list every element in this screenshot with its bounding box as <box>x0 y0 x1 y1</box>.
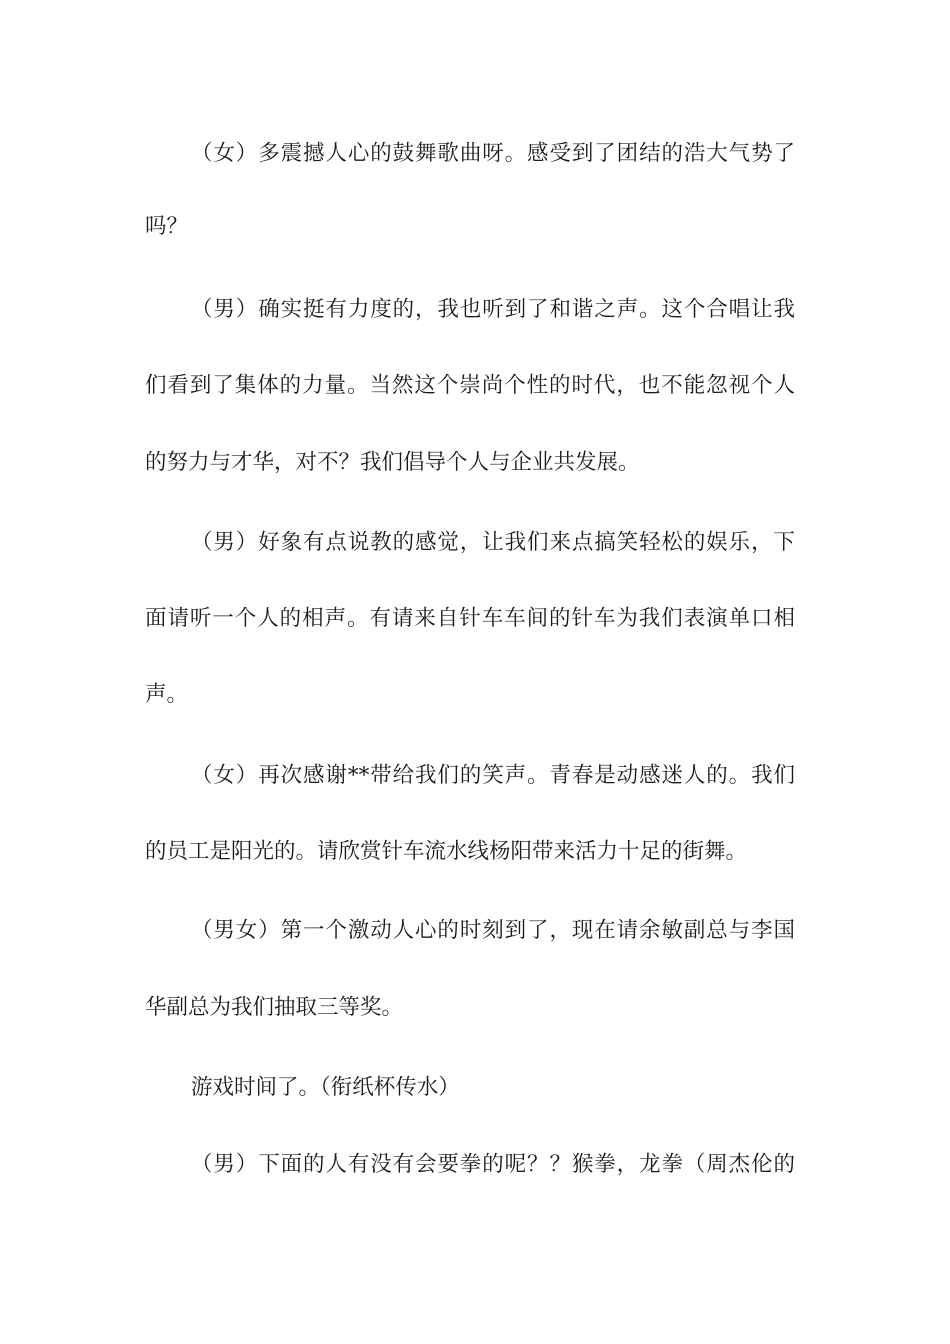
paragraph-1-line-2: 吗？ <box>145 214 189 239</box>
paragraph-3-line-3: 声。 <box>145 682 189 707</box>
paragraph-5-line-1: （男女）第一个激动人心的时刻到了，现在请余敏副总与李国 <box>191 918 795 943</box>
paragraph-4-line-1: （女）再次感谢**带给我们的笑声。青春是动感迷人的。我们 <box>191 763 795 788</box>
paragraph-3-line-1: （男）好象有点说教的感觉，让我们来点搞笑轻松的娱乐，下 <box>191 530 795 555</box>
paragraph-3-line-2: 面请听一个人的相声。有请来自针车车间的针车为我们表演单口相 <box>145 606 795 631</box>
paragraph-2-line-2: 们看到了集体的力量。当然这个崇尚个性的时代，也不能忽视个人 <box>145 373 795 398</box>
paragraph-5-line-2: 华副总为我们抽取三等奖。 <box>145 995 404 1020</box>
paragraph-7-line-1: （男）下面的人有没有会要拳的呢？？猴拳，龙拳（周杰伦的 <box>191 1152 795 1177</box>
paragraph-2-line-1: （男）确实挺有力度的，我也听到了和谐之声。这个合唱让我 <box>191 297 795 322</box>
paragraph-1-line-1: （女）多震撼人心的鼓舞歌曲呀。感受到了团结的浩大气势了 <box>191 141 795 166</box>
paragraph-4-line-2: 的员工是阳光的。请欣赏针车流水线杨阳带来活力十足的街舞。 <box>145 839 748 864</box>
paragraph-6-line-1: 游戏时间了。（衔纸杯传水） <box>191 1075 460 1100</box>
paragraph-2-line-3: 的努力与才华，对不？我们倡导个人与企业共发展。 <box>145 450 640 475</box>
